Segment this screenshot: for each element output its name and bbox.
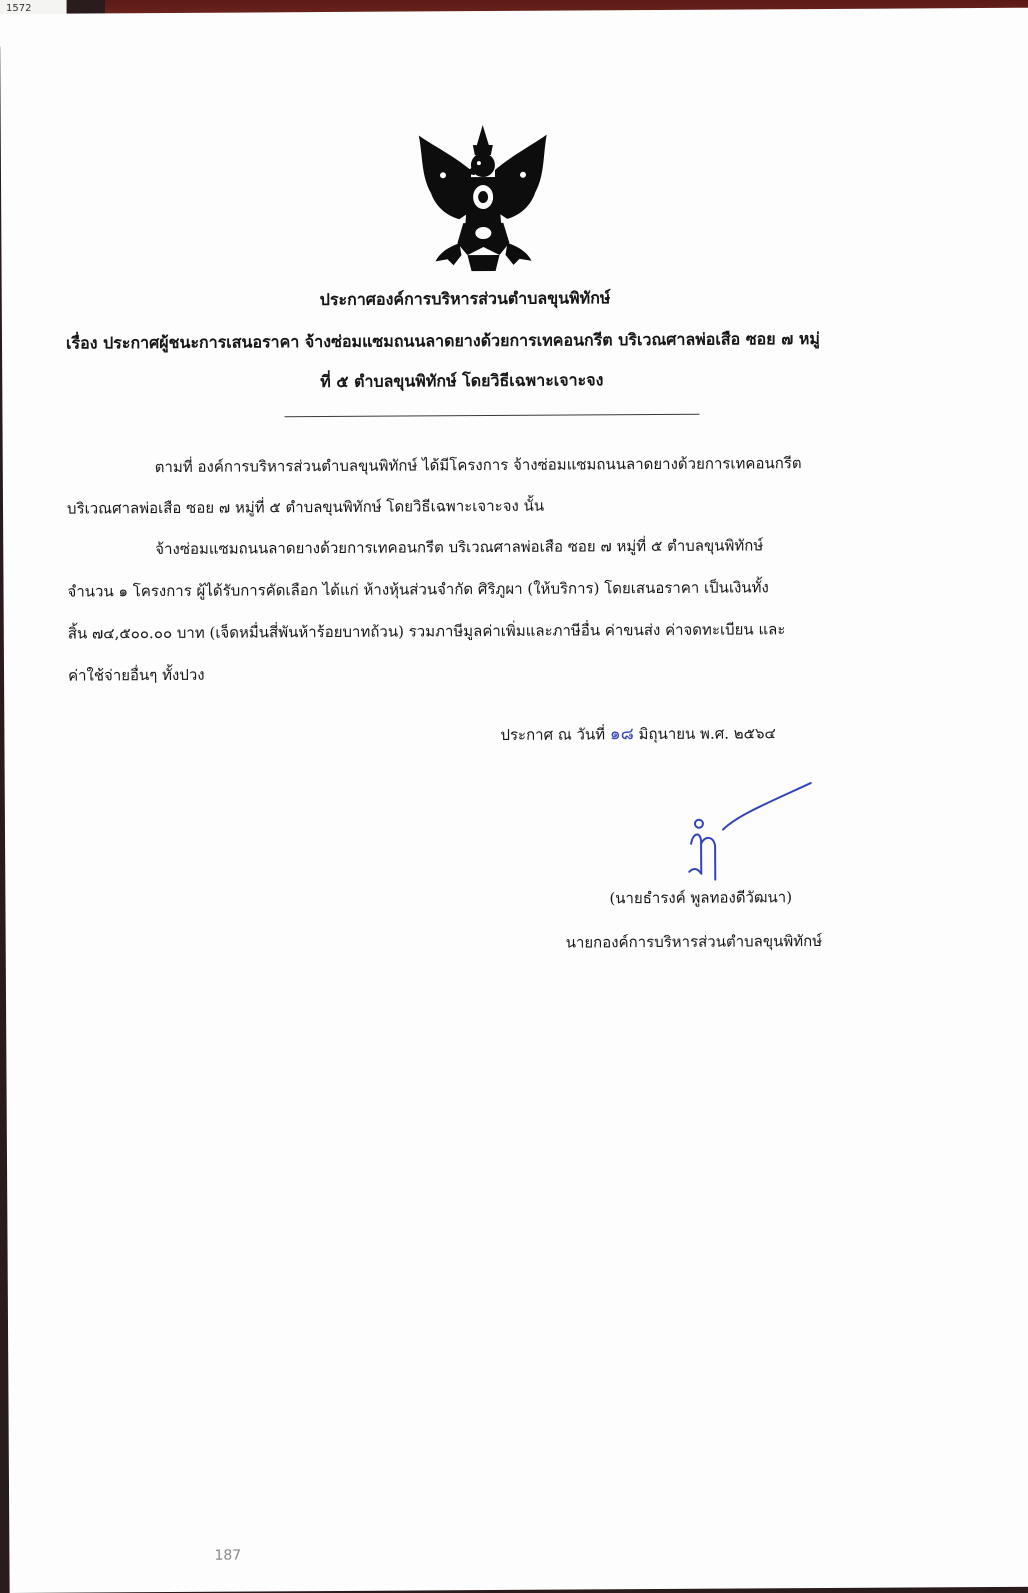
paragraph-2-line-3: สิ้น ๗๔,๕๐๐.๐๐ บาท (เจ็ดหมื่นสี่พันห้าร้อยบาทถ้วน) รวมภาษีมูลค่าเพิ่มและภาษีอื่น ค่าขนส่ง ค่าจดทะเบียน และ: [67, 620, 786, 643]
document-page: [0, 8, 1028, 1593]
announcement-date: [500, 719, 776, 748]
paragraph-1-line-2: บริเวณศาลพ่อเสือ ซอย ๗ หมู่ที่ ๕ ตำบลขุนพิทักษ์ โดยวิธีเฉพาะเจาะจง นั้น: [66, 496, 545, 518]
signature-icon: [675, 781, 826, 892]
date-suffix: มิถุนายน พ.ศ. ๒๕๖๔: [638, 724, 776, 744]
signer-position: นายกองค์การบริหารส่วนตำบลขุนพิทักษ์: [565, 931, 823, 952]
signer-name: (นายธำรงค์ พูลทองดีวัฒนา): [609, 888, 793, 908]
paragraph-2-line-4: ค่าใช้จ่ายอื่นๆ ทั้งปวง: [67, 665, 205, 685]
pencil-note: 187: [214, 1547, 242, 1564]
date-prefix: ประกาศ ณ วันที่: [500, 725, 606, 744]
agency-title: ประกาศองค์การบริหารส่วนตำบลขุนพิทักษ์: [319, 288, 611, 310]
paragraph-1-line-1: ตามที่ องค์การบริหารส่วนตำบลขุนพิทักษ์ ได้มีโครงการ จ้างซ่อมแซมถนนลาดยางด้วยการเทคอนกรีต: [154, 454, 802, 477]
paragraph-2-line-2: จำนวน ๑ โครงการ ผู้ได้รับการคัดเลือก ได้แก่ ห้างหุ้นส่วนจำกัด ศิริภูผา (ให้บริการ) โดยเสนอราคา เป็นเงินทั้ง: [67, 578, 769, 601]
title-divider: [284, 414, 699, 418]
garuda-emblem-icon: [413, 115, 554, 276]
subject-line-1: เรื่อง ประกาศผู้ชนะการเสนอราคา จ้างซ่อมแซมถนนลาดยางด้วยการเทคอนกรีต บริเวณศาลพ่อเสือ ซอย ๗ หมู่: [65, 328, 820, 353]
date-day-handwritten: ๑๘: [609, 724, 634, 745]
paragraph-2-line-1: จ้างซ่อมแซมถนนลาดยางด้วยการเทคอนกรีต บริเวณศาลพ่อเสือ ซอย ๗ หมู่ที่ ๕ ตำบลขุนพิทักษ์: [155, 536, 764, 559]
sheet-number: 1572: [6, 3, 32, 14]
subject-line-2: ที่ ๕ ตำบลขุนพิทักษ์ โดยวิธีเฉพาะเจาะจง: [320, 370, 604, 392]
